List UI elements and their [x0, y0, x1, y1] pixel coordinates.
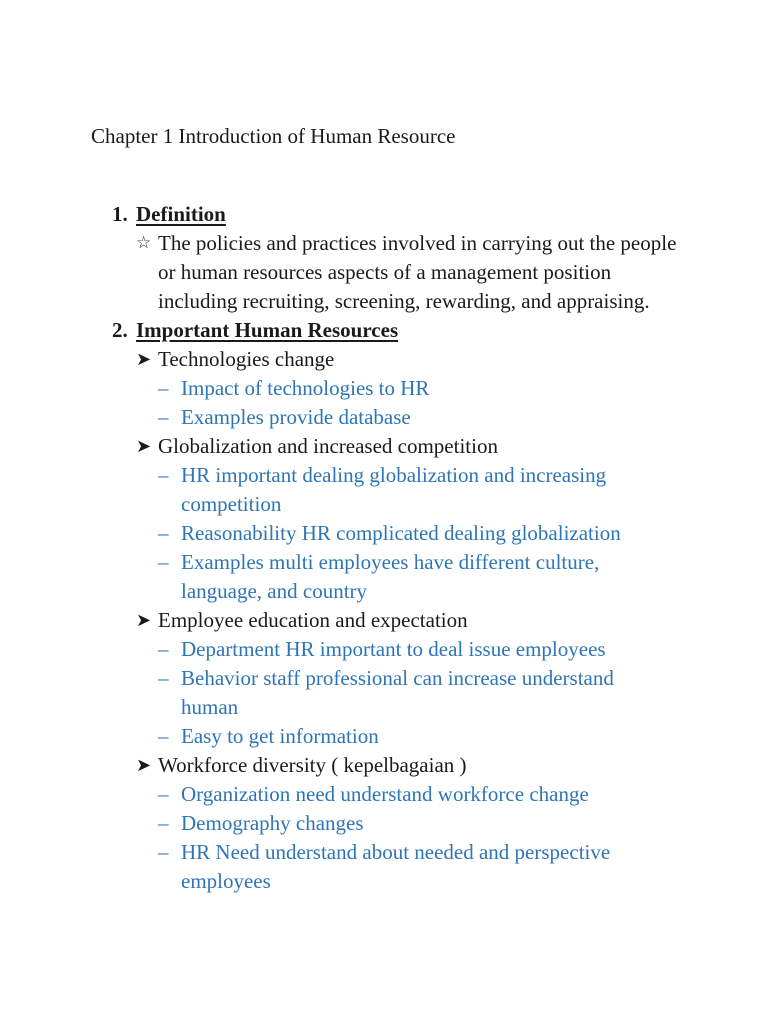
list-item [0, 722, 768, 751]
topic-sub-list [0, 374, 768, 432]
list-item-text: HR Need understand about needed and perspective employees [181, 840, 611, 893]
section-number: 1. [112, 202, 128, 226]
topic-label: Technologies change [158, 347, 335, 371]
list-item-text: Organization need understand workforce change [181, 782, 589, 806]
dash-icon: – [158, 724, 169, 748]
topic-workforce-diversity [0, 751, 768, 780]
dash-icon: – [158, 666, 169, 690]
list-item [0, 635, 768, 664]
list-item-text: Impact of technologies to HR [181, 376, 430, 400]
topic-sub-list [0, 635, 768, 751]
list-item-text: HR important dealing globalization and increasing competition [181, 463, 607, 516]
list-item [0, 664, 768, 722]
topic-label: Globalization and increased competition [158, 434, 498, 458]
dash-icon: – [158, 463, 169, 487]
arrowhead-icon: ➤ [136, 436, 152, 457]
topic-globalization [0, 432, 768, 461]
page-title: Chapter 1 Introduction of Human Resource [91, 124, 456, 148]
arrowhead-icon: ➤ [136, 755, 152, 776]
topic-sub-list [0, 461, 768, 606]
list-item-text: Easy to get information [181, 724, 379, 748]
topic-label: Employee education and expectation [158, 608, 468, 632]
definition-text: The policies and practices involved in carrying out the people or human resources aspects of a management position including recruiting, screening, rewarding, and appraising. [158, 231, 677, 313]
dash-icon: – [158, 637, 169, 661]
dash-icon: – [158, 376, 169, 400]
list-item [0, 838, 768, 896]
list-item-text: Department HR important to deal issue employees [181, 637, 606, 661]
topic-technologies-change [0, 345, 768, 374]
star-outline-icon: ☆ [136, 233, 152, 253]
dash-icon: – [158, 840, 169, 864]
section-title: Important Human Resources [136, 318, 399, 342]
list-item [0, 461, 768, 519]
arrowhead-icon: ➤ [136, 610, 152, 631]
definition-bullet [0, 229, 768, 316]
dash-icon: – [158, 550, 169, 574]
section-title: Definition [136, 202, 226, 226]
list-item [0, 548, 768, 606]
list-item-text: Behavior staff professional can increase understand human [181, 666, 614, 719]
list-item [0, 403, 768, 432]
dash-icon: – [158, 521, 169, 545]
section-heading-important-hr [0, 316, 768, 345]
arrowhead-icon: ➤ [136, 349, 152, 370]
list-item [0, 780, 768, 809]
list-item-text: Reasonability HR complicated dealing globalization [181, 521, 621, 545]
list-item [0, 374, 768, 403]
list-item-text: Demography changes [181, 811, 364, 835]
dash-icon: – [158, 405, 169, 429]
list-item-text: Examples multi employees have different culture, language, and country [181, 550, 600, 603]
topic-employee-education [0, 606, 768, 635]
topic-label: Workforce diversity ( kepelbagaian ) [158, 753, 467, 777]
topic-sub-list [0, 780, 768, 896]
section-number: 2. [112, 318, 128, 342]
dash-icon: – [158, 782, 169, 806]
document-body [0, 200, 768, 896]
dash-icon: – [158, 811, 169, 835]
section-heading-definition [0, 200, 768, 229]
list-item-text: Examples provide database [181, 405, 411, 429]
list-item [0, 519, 768, 548]
list-item [0, 809, 768, 838]
